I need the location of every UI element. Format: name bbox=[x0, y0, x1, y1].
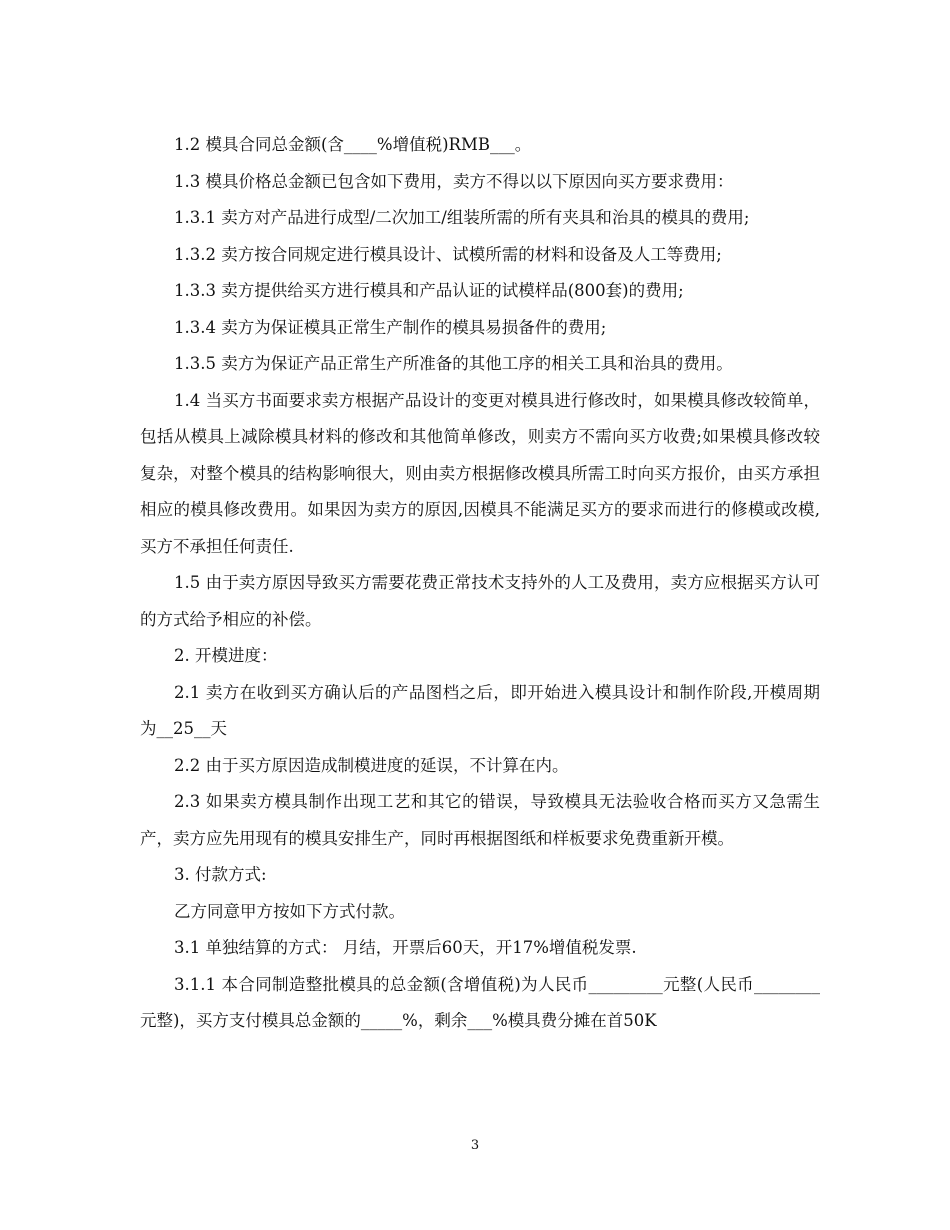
clause-1-3-5: 1.3.5 卖方为保证产品正常生产所准备的其他工序的相关工具和治具的费用。 bbox=[174, 354, 733, 373]
clause-1-5: 1.5 由于卖方原因导致买方需要花费正常技术支持外的人工及费用，卖方应根据买方认可的方式给予相应的补偿。 bbox=[140, 573, 820, 629]
clause-1-3-3: 1.3.3 卖方提供给买方进行模具和产品认证的试模样品(800套)的费用; bbox=[174, 281, 684, 300]
clause-1-4: 1.4 当买方书面要求卖方根据产品设计的变更对模具进行修改时，如果模具修改较简单， 包括从模具上减除模具材料的修改和其他简单修改，则卖方不需向买方收费;如果模具修改较复杂，对整个模具的结构影响很大，则由卖方根据修改模具所需工时向买方报价，由买方承担相应的模具修改费用。如果因为卖方的原因,因模具不能满足买方的要求而进行的修模或改模,买方不承担任何责任. bbox=[140, 390, 820, 556]
clause-1-2: 1.2 模具合同总金额(含____%增值税)RMB___。 bbox=[174, 135, 532, 154]
clause-3-1: 3.1 单独结算的方式： 月结，开票后60天，开17%增值税发票. bbox=[174, 938, 637, 957]
clause-1-3: 1.3 模具价格总金额已包含如下费用，卖方不得以以下原因向买方要求费用： bbox=[174, 171, 734, 191]
clause-1-3-2: 1.3.2 卖方按合同规定进行模具设计、试模所需的材料和设备及人工等费用; bbox=[174, 244, 722, 264]
section-2-heading: 2. 开模进度： bbox=[174, 646, 278, 665]
clause-2-1: 2.1 卖方在收到买方确认后的产品图档之后，即开始进入模具设计和制作阶段,开模周期为__25__天 bbox=[140, 682, 820, 738]
payment-intro: 乙方同意甲方按如下方式付款。 bbox=[174, 901, 405, 921]
clause-2-2: 2.2 由于买方原因造成制模进度的延误，不计算在内。 bbox=[174, 755, 569, 775]
clause-3-1-1: 3.1.1 本合同制造整批模具的总金额(含增值税)为人民币_________元整(人民币________元整)，买方支付模具总金额的_____%，剩余___%模具费分摊在首50K bbox=[140, 974, 820, 1030]
document-body bbox=[140, 127, 820, 1040]
clause-1-3-1: 1.3.1 卖方对产品进行成型/二次加工/组装所需的所有夹具和治具的模具的费用; bbox=[174, 208, 750, 227]
clause-2-3: 2.3 如果卖方模具制作出现工艺和其它的错误，导致模具无法验收合格而买方又急需生产，卖方应先用现有的模具安排生产，同时再根据图纸和样板要求免费重新开模。 bbox=[140, 792, 820, 848]
page-number: 3 bbox=[470, 1138, 480, 1153]
section-3-heading: 3. 付款方式: bbox=[174, 865, 267, 884]
clause-1-3-4: 1.3.4 卖方为保证模具正常生产制作的模具易损备件的费用; bbox=[174, 317, 607, 337]
